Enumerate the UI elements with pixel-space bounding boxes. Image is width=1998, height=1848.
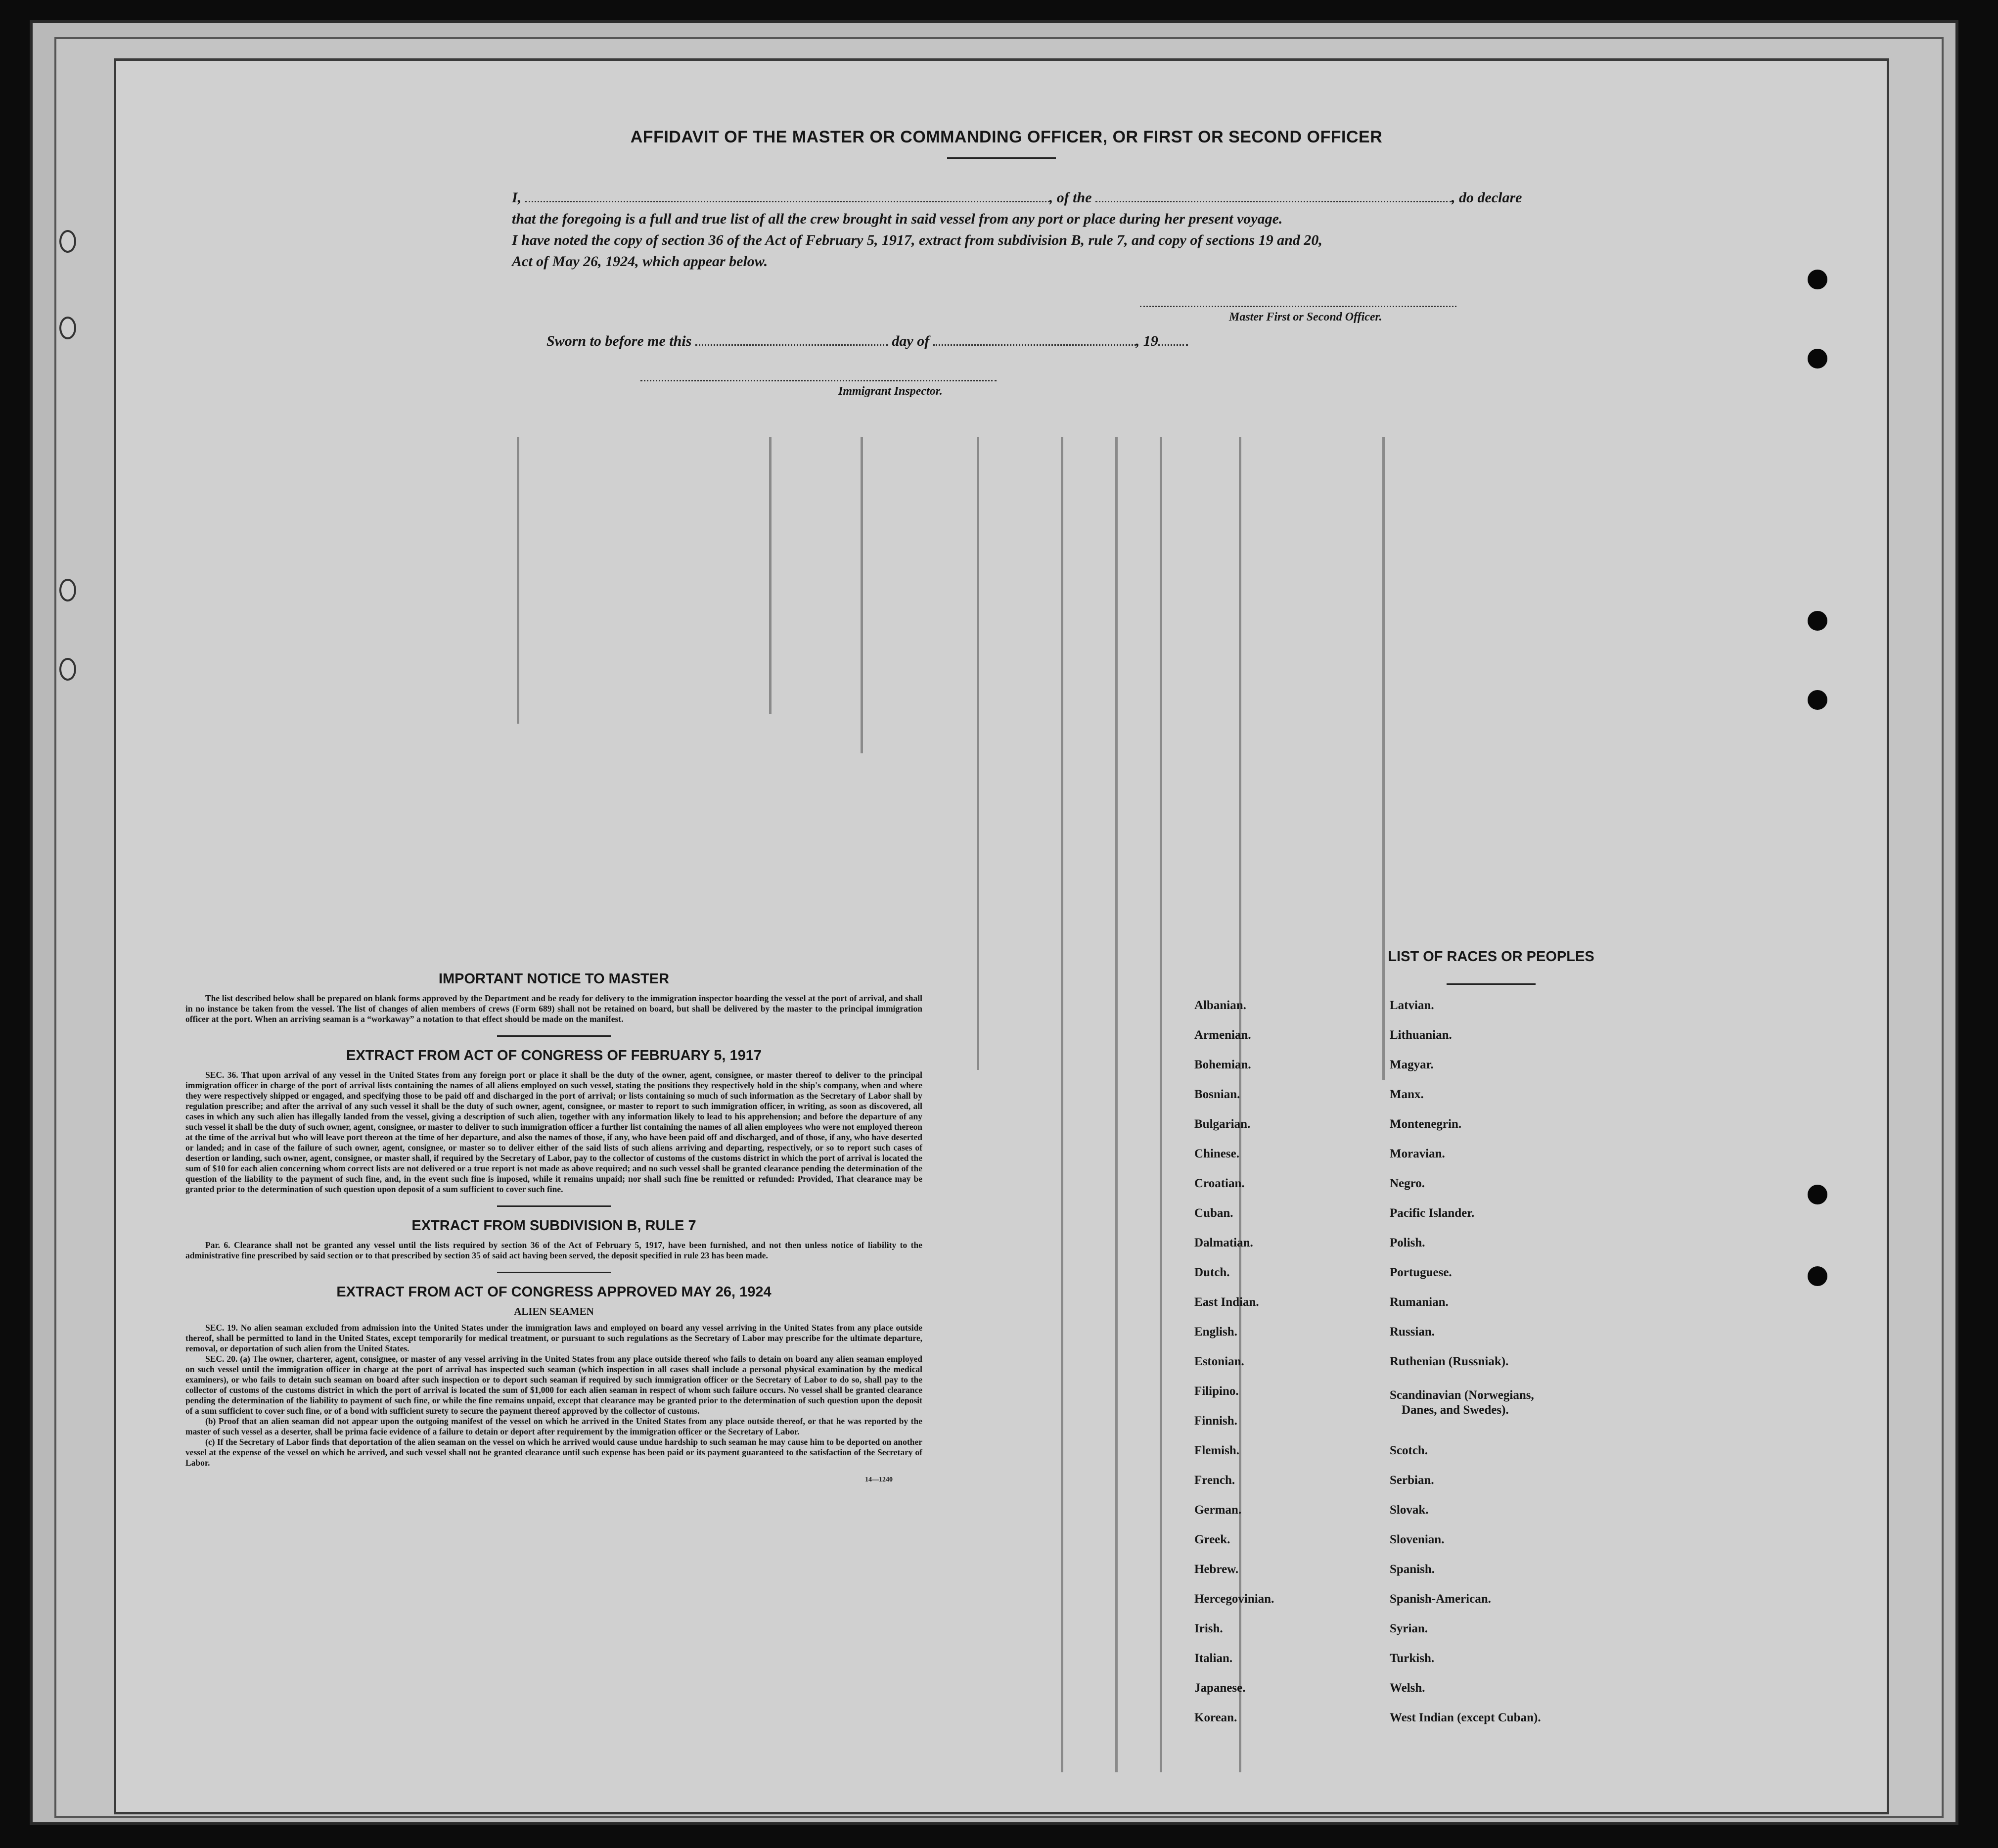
race-item: Dalmatian.	[1194, 1236, 1253, 1249]
race-item: Turkish.	[1390, 1652, 1435, 1665]
race-item: Japanese.	[1194, 1681, 1246, 1695]
punch-hole	[1808, 270, 1827, 289]
race-item: Latvian.	[1390, 999, 1434, 1012]
binder-hole	[59, 230, 76, 253]
race-item: Serbian.	[1390, 1474, 1434, 1487]
race-item: Magyar.	[1390, 1058, 1434, 1071]
punch-hole	[1808, 349, 1827, 369]
binder-hole	[59, 658, 76, 681]
race-item: Rumanian.	[1390, 1295, 1449, 1309]
binder-hole	[59, 579, 76, 601]
race-item: Filipino.	[1194, 1385, 1239, 1398]
extract-rule7-title: EXTRACT FROM SUBDIVISION B, RULE 7	[411, 1218, 696, 1234]
race-item: Slovenian.	[1390, 1533, 1445, 1546]
race-item: Finnish.	[1194, 1414, 1237, 1428]
races-title: LIST OF RACES OR PEOPLES	[1388, 949, 1594, 965]
race-item: Italian.	[1194, 1652, 1233, 1665]
sworn-year-field[interactable]	[1158, 332, 1188, 346]
race-item: Irish.	[1194, 1622, 1223, 1635]
race-item: Chinese.	[1194, 1147, 1239, 1160]
race-item: Montenegrin.	[1390, 1117, 1462, 1131]
races-column-2	[1390, 998, 1696, 1750]
extract-1924-title: EXTRACT FROM ACT OF CONGRESS APPROVED MAY 26, 1924	[336, 1284, 772, 1300]
race-item: Moravian.	[1390, 1147, 1445, 1160]
do-declare-label: , do declare	[1452, 189, 1522, 206]
inspector-signature-line[interactable]	[640, 380, 997, 381]
race-item: Croatian.	[1194, 1177, 1245, 1190]
race-item: Cuban.	[1194, 1206, 1233, 1220]
race-item: Albanian.	[1194, 999, 1246, 1012]
race-item: Hercegovinian.	[1194, 1592, 1274, 1606]
master-signature-label: Master First or Second Officer.	[1229, 311, 1382, 323]
i-label: I,	[512, 189, 522, 206]
race-item: Estonian.	[1194, 1355, 1244, 1368]
race-item: Dutch.	[1194, 1266, 1230, 1279]
extract-rule7-body: Par. 6. Clearance shall not be granted any vessel until the lists required by section 36 of the Act of February 5, 1917, have been furnished, and not then unless notice of liability to the administrative fine prescribed by said section or to that prescribed by section 35 of said act having been served, the deposit specified in rule 23 has been made.	[185, 1240, 922, 1260]
year-prefix-label: , 19	[1135, 333, 1158, 349]
races-column-1	[1194, 998, 1402, 1750]
race-item: Syrian.	[1390, 1622, 1428, 1635]
title-underline	[947, 157, 1056, 159]
declaration-line-3: Act of May 26, 1924, which appear below.	[512, 253, 768, 270]
extract-1917-body: SEC. 36. That upon arrival of any vessel in the United States from any foreign port or place it shall be the duty of the owner, agent, consignee, or master thereof to deliver to the principal immigration officer in charge of the port of arrival lists containing the names of all aliens employed on such vessel, stating the positions they respectively hold in the ship's company, when and where they were respectively shipped or engaged, and specifying those to be paid off and discharged in the port of arrival; or lists containing so much of such information as the Secretary of Labor shall by regulation prescribe; and after the arrival of any such vessel it shall be the duty of such owner, agent, consignee, or master to report to such immigration officer, in writing, as soon as discovered, all cases in which any such alien has illegally landed from the vessel, giving a description of such alien, together with any information likely to lead to his apprehension; and before the departure of any such vessel it shall be the duty of such owner, agent, consignee, or master to deliver to such immigration officer a further list containing the names of all alien employees who were not employed thereon at the time of the arrival but who will leave port thereon at the time of her departure, and also the names of those, if any, who have been paid off and discharged, and of those, if any, who have deserted or landed; and in case of the failure of such owner, agent, consignee, or master so to deliver either of the said lists of such aliens arriving and departing, respectively, or so to report such cases of desertion or landing, such owner, agent, consignee, or master shall, if required by the Secretary of Labor, pay to the collector of customs of the customs district in which the port of arrival is located the sum of $10 for each alien concerning whom correct lists are not delivered or a true report is not made as above required; and no such vessel shall be granted clearance pending the determination of the question of the liability to the payment of such fine, and, in the event such fine is imposed, while it remains unpaid; nor shall such fine be remitted or refunded: Provided, That clearance may be granted prior to the determination of such question upon deposit of a sum sufficient to cover such fine.	[185, 1070, 922, 1194]
race-item: Spanish-American.	[1390, 1592, 1491, 1606]
declaration-first-line	[512, 187, 1610, 208]
race-item: Russian.	[1390, 1325, 1435, 1339]
sworn-line	[546, 330, 1387, 352]
form-number: 14—1240	[865, 1476, 893, 1483]
race-item: Korean.	[1194, 1711, 1237, 1724]
name-field[interactable]	[525, 189, 1049, 202]
race-item: Danes, and Swedes).	[1402, 1403, 1509, 1417]
race-item: Greek.	[1194, 1533, 1230, 1546]
punch-hole	[1808, 1266, 1827, 1286]
declaration-line-2: I have noted the copy of section 36 of the Act of February 5, 1917, extract from subdivision B, rule 7, and copy of sections 19 and 20,	[512, 232, 1322, 248]
section-divider	[497, 1205, 611, 1207]
race-item: Portuguese.	[1390, 1266, 1452, 1279]
sec20a-text: SEC. 20. (a) The owner, charterer, agent, consignee, or master of any vessel arriving in the United States from any place outside thereof who fails to detain on board any alien seaman employed on such vessel until the immigration officer in charge at the port of arrival has inspected such seaman (which inspection in all cases shall include a personal physical examination by the medical examiners), or who fails to detain such seaman on board after such inspection or to deport such seaman if required by such immigration officer or the Secretary of Labor to do so, shall pay to the collector of customs of the customs district in which the port of arrival is located the sum of $1,000 for each alien seaman in respect of whom such failure occurs. No vessel shall be granted clearance pending the determination of the liability to payment of such fine, or while the fine remains unpaid, except that clearance may be granted prior to the determination of such question upon the deposit of a sum sufficient to cover such fine, or of a bond with sufficient surety to secure the payment thereof approved by the collector of customs.	[185, 1354, 922, 1416]
extract-1917-title: EXTRACT FROM ACT OF CONGRESS OF FEBRUARY 5, 1917	[346, 1048, 762, 1063]
race-item: Polish.	[1390, 1236, 1425, 1249]
race-item: Slovak.	[1390, 1503, 1429, 1517]
race-item: Lithuanian.	[1390, 1028, 1452, 1042]
sec20b-text: (b) Proof that an alien seaman did not appear upon the outgoing manifest of the vessel on which he arrived in the United States from any place outside thereof, or that he was reported by the master of such vessel as a deserter, shall be prima facie evidence of a failure to detain or deport after requirement by the immigration officer or the Secretary of Labor.	[185, 1416, 922, 1436]
races-title-underline	[1447, 983, 1536, 985]
race-item: Welsh.	[1390, 1681, 1425, 1695]
race-item: Spanish.	[1390, 1563, 1435, 1576]
race-item: English.	[1194, 1325, 1237, 1339]
race-item: French.	[1194, 1474, 1235, 1487]
race-item: East Indian.	[1194, 1295, 1259, 1309]
declaration-line-1: that the foregoing is a full and true list of all the crew brought in said vessel from any port or place during her present voyage.	[512, 211, 1283, 227]
race-item: Manx.	[1390, 1088, 1424, 1101]
binder-hole	[59, 317, 76, 339]
race-item: Armenian.	[1194, 1028, 1251, 1042]
punch-hole	[1808, 611, 1827, 631]
race-item: Flemish.	[1194, 1444, 1239, 1457]
race-item: Scotch.	[1390, 1444, 1428, 1457]
race-item: Scandinavian (Norwegians,	[1390, 1388, 1534, 1402]
race-item: German.	[1194, 1503, 1242, 1517]
document-page	[114, 58, 1889, 1814]
day-of-label: day of	[892, 333, 930, 349]
race-item: Pacific Islander.	[1390, 1206, 1475, 1220]
punch-hole	[1808, 690, 1827, 710]
race-item: Ruthenian (Russniak).	[1390, 1355, 1509, 1368]
sworn-month-field[interactable]	[933, 332, 1136, 346]
notice-section	[185, 971, 922, 1484]
notice-body: The list described below shall be prepared on blank forms approved by the Department and be ready for delivery to the immigration inspector boarding the vessel at the port of arrival, and shall in no instance be taken from the vessel. The list of changes of alien members of crews (Form 689) shall not be retained on board, but shall be delivered by the master to the principal immigration officer at the port. When an arriving seaman is a “workaway” a notation to that effect should be made on the manifest.	[185, 993, 922, 1024]
sec19-text: SEC. 19. No alien seaman excluded from admission into the United States under the immigration laws and employed on board any vessel arriving in the United States from any place outside thereof, shall be permitted to land in the United States, except temporarily for medical treatment, or pursuant to such regulations as the Secretary of Labor may prescribe for the ultimate departure, removal, or deportation of such alien from the United States.	[185, 1323, 922, 1353]
sec20c-text: (c) If the Secretary of Labor finds that deportation of the alien seaman on the vessel on which he arrived would cause undue hardship to such seaman he may cause him to be deported on another vessel at the expense of the vessel on which he arrived, and such vessel shall not be granted clearance until such expense has been paid or its payment guaranteed to the satisfaction of the Secretary of Labor.	[185, 1437, 922, 1468]
notice-title: IMPORTANT NOTICE TO MASTER	[438, 971, 670, 987]
race-item: Bulgarian.	[1194, 1117, 1251, 1131]
vessel-field[interactable]	[1095, 189, 1452, 202]
of-the-label: , of the	[1049, 189, 1092, 206]
inspector-signature-label: Immigrant Inspector.	[838, 385, 943, 398]
race-item: West Indian (except Cuban).	[1390, 1711, 1541, 1724]
race-item: Bohemian.	[1194, 1058, 1251, 1071]
sworn-day-field[interactable]	[695, 332, 888, 346]
master-signature-line[interactable]	[1140, 306, 1456, 307]
section-divider	[497, 1035, 611, 1037]
affidavit-title: AFFIDAVIT OF THE MASTER OR COMMANDING OFFICER, OR FIRST OR SECOND OFFICER	[630, 128, 1383, 146]
declaration-block	[512, 187, 1610, 272]
race-item: Hebrew.	[1194, 1563, 1239, 1576]
punch-hole	[1808, 1185, 1827, 1204]
sworn-label: Sworn to before me this	[546, 333, 692, 349]
race-item: Negro.	[1390, 1177, 1425, 1190]
section-divider	[497, 1272, 611, 1273]
race-item: Bosnian.	[1194, 1088, 1240, 1101]
extract-1924-subtitle: ALIEN SEAMEN	[514, 1305, 594, 1317]
extract-1924-body	[185, 1323, 922, 1468]
